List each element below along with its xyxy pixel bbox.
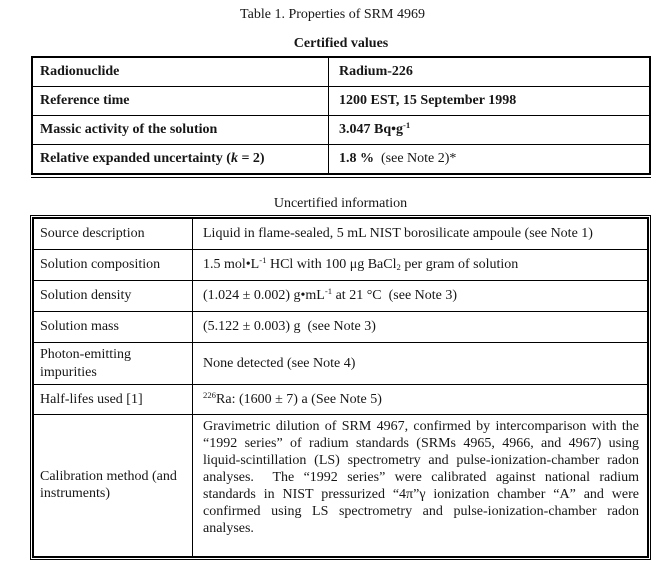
table-row-half-lifes [33,385,648,415]
uncertified-information-heading: Uncertified information [273,196,408,211]
certified-values-table [31,56,651,175]
row-label: Solution density [33,281,193,312]
row-label: Solution composition [33,250,193,281]
row-label: Solution mass [33,312,193,343]
row-value: $^{226}$Ra: (1600 ± 7) a (See Note 5) [193,385,649,415]
row-value: Liquid in flame-sealed, 5 mL NIST borosilicate ampoule (see Note 1) [193,218,649,250]
row-label: Relative expanded uncertainty (k = 2) [32,145,329,175]
row-label: Reference time [32,87,329,116]
certified-values-table-border [31,56,651,178]
row-value: Radium-226 [329,57,651,87]
row-label: Massic activity of the solution [32,116,329,145]
row-value: None detected (see Note 4) [193,343,649,385]
uncertified-information-table-border [30,215,651,560]
table-row-massic-activity [32,116,650,145]
table-row-solution-composition [33,250,648,281]
row-value: 3.047 $Bq•g^{-1}$ [329,116,651,145]
row-label: Half-lifes used [1] [33,385,193,415]
table-row-solution-density [33,281,648,312]
uncertified-information-table [32,217,649,558]
certified-values-heading: Certified values [293,36,389,51]
row-value: (5.122 ± 0.003) g (see Note 3) [193,312,649,343]
row-label: Radionuclide [32,57,329,87]
row-label: Calibration method (and instruments) [33,415,193,557]
table-row-radionuclide [32,57,650,87]
table-row-calibration-method [33,415,648,557]
table-row-source-description [33,218,648,250]
table-row-reference-time [32,87,650,116]
table-row-solution-mass [33,312,648,343]
row-value: Gravimetric dilution of SRM 4967, confirmed by intercomparison with the “1992 series” of radium standards (SRMs 4965, 4966, and 4967) using liquid-scintillation (LS) spectrometry and pulse-ionization-chamber radon analyses. The “1992 series” were calibrated against national radium standards in NIST pressurized “4π”γ ionization chamber “A” and were confirmed using LS spectrometry and pulse-ionization-chamber radon analyses. [193,415,649,557]
row-value: 1200 EST, 15 September 1998 [329,87,651,116]
table-row-relative-uncertainty [32,145,650,175]
row-label: Source description [33,218,193,250]
row-value: 1.8 % (see Note 2)* [329,145,651,175]
row-value: (1.024 ± 0.002) $g•mL^{-1}$ at 21 °C (see Note 3) [193,281,649,312]
table-row-photon-impurities [33,343,648,385]
row-value: 1.5 $mol•L^{-1}$ HCl with 100 μg BaCl$_2$ per gram of solution [193,250,649,281]
page-title: Table 1. Properties of SRM 4969 [240,7,425,22]
row-label: Photon-emitting impurities [33,343,193,385]
